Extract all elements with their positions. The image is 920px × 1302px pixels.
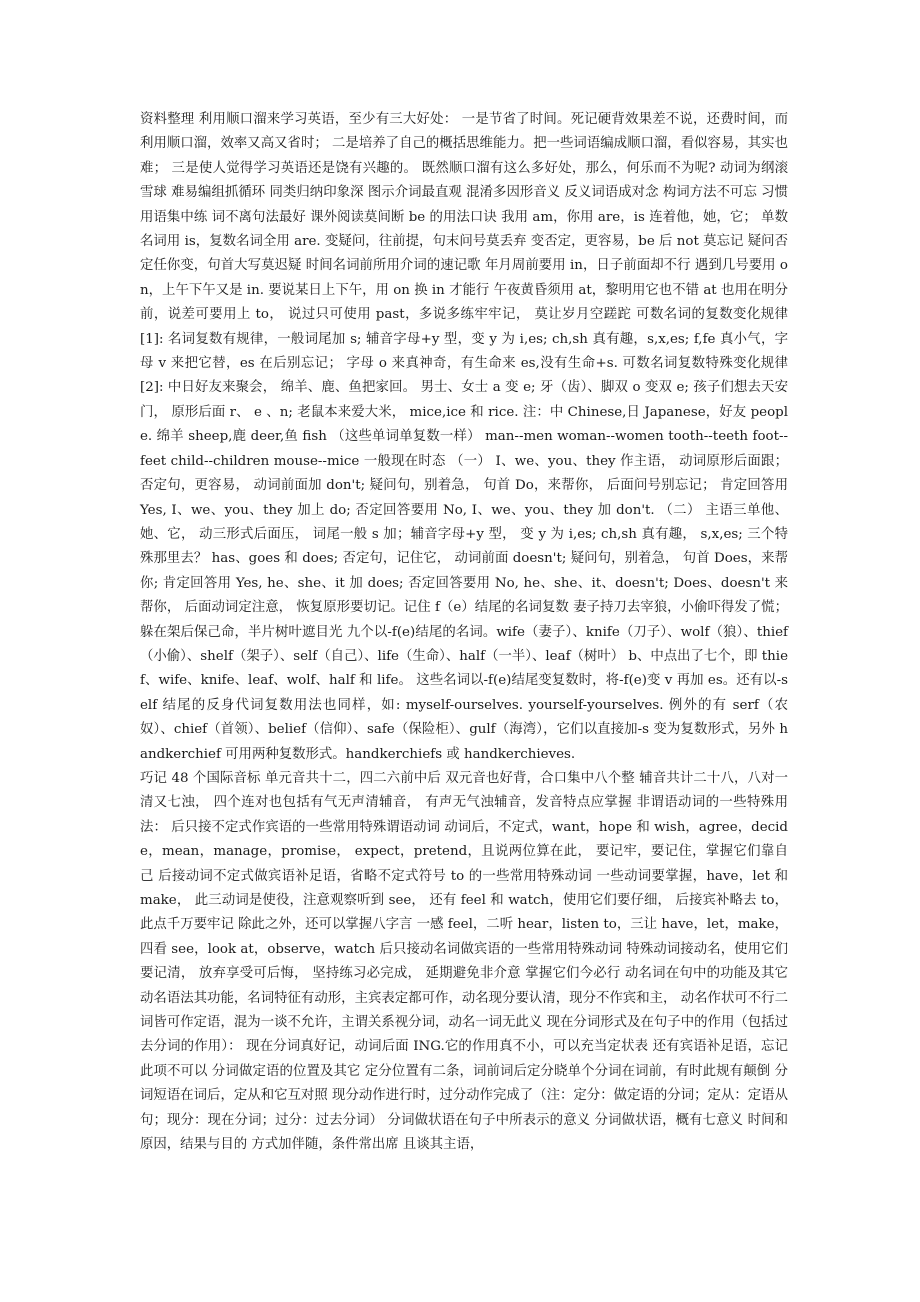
- paragraph-phonetics-nonfinite: 巧记 48 个国际音标 单元音共十二，四二六前中后 双元音也好背，合口集中八个整 辅音共计二十八，八对一清又七浊， 四个连对也包括有气无声清辅音， 有声无气浊辅音，发音特点应掌握 非谓语动词的一些特殊用法： 后只接不定式作宾语的一些常用特殊谓语动词 动词后，不定式，want，hope 和 wish，agree，decide，mean，manage，promise， expect，pretend，且说两位算在此， 要记牢，要记住，掌握它们靠自己 后接动词不定式做宾语补足语，省略不定式符号 to 的一些常用特殊动词 一些动词要掌握，have，let 和 make， 此三动词是使役，注意观察听到 see， 还有 feel 和 watch，使用它们要仔细， 后接宾补略去 to，此点千万要牢记 除此之外，还可以掌握八字言 一感 feel，二听 hear，listen to，三让 have，let，make，四看 see，look at，observe，watch 后只接动名词做宾语的一些常用特殊动词 特殊动词接动名，使用它们要记清， 放弃享受可后悔， 坚持练习必完成， 延期避免非介意 掌握它们今必行 动名词在句中的功能及其它 动名语法其功能，名词特征有动形，主宾表定都可作，动名现分要认清，现分不作宾和主， 动名作状可不行二词皆可作定语，混为一谈不允许，主谓关系视分词，动名一词无此义 现在分词形式及在句子中的作用（包括过去分词的作用）： 现在分词真好记，动词后面 ING.它的作用真不小，可以充当定状表 还有宾语补足语，忘记此项不可以 分词做定语的位置及其它 定分位置有二条，词前词后定分晓单个分词在词前，有时此规有颠倒 分词短语在词后，定从和它互对照 现分动作进行时，过分动作完成了（注：定分：做定语的分词；定从：定语从句；现分：现在分词；过分：过去分词） 分词做状语在句子中所表示的意义 分词做状语，概有七意义 时间和原因，结果与目的 方式加伴随，条件常出席 且谈其主语，: [140, 770, 788, 1153]
- paragraph-rhymes-grammar: 资料整理 利用顺口溜来学习英语，至少有三大好处： 一是节省了时间。死记硬背效果差不说，还费时间，而利用顺口溜，效率又高又省时； 二是培养了自己的概括思维能力。把一些词语编成顺口溜，看似容易，其实也难； 三是使人觉得学习英语还是饶有兴趣的。 既然顺口溜有这么多好处，那么，何乐而不为呢? 动词为纲滚雪球 难易编组抓循环 同类归纳印象深 图示介词最直观 混淆多因形音义 反义词语成对念 构词方法不可忘 习惯用语集中练 词不离句法最好 课外阅读莫间断 be 的用法口诀 我用 am，你用 are，is 连着他，她，它； 单数名词用 is，复数名词全用 are. 变疑问，往前提，句末问号莫丢弃 变否定，更容易，be 后 not 莫忘记 疑问否定任你变，句首大写莫迟疑 时间名词前所用介词的速记歌 年月周前要用 in，日子前面却不行 遇到几号要用 on，上午下午又是 in. 要说某日上下午，用 on 换 in 才能行 午夜黄昏须用 at，黎明用它也不错 at 也用在明分前，说差可要用上 to， 说过只可使用 past，多说多练牢牢记， 莫让岁月空蹉跎 可数名词的复数变化规律[1]: 名词复数有规律，一般词尾加 s; 辅音字母+y 型，变 y 为 i,es; ch,sh 真有趣，s,x,es; f,fe 真小气，字母 v 来把它替，es 在后别忘记； 字母 o 来真神奇，有生命来 es,没有生命+s. 可数名词复数特殊变化规律[2]: 中日好友来聚会， 绵羊、鹿、鱼把家回。 男士、女士 a 变 e; 牙（齿）、脚双 o 变双 e; 孩子们想去天安门， 原形后面 r、 e 、n; 老鼠本来爱大米， mice,ice 和 rice. 注：中 Chinese,日 Japanese，好友 people. 绵羊 sheep,鹿 deer,鱼 fish （这些单词单复数一样） man--men woman--women tooth--teeth foot--feet child--children mouse--mice 一般现在时态 （一） I、we、you、they 作主语， 动词原形后面跟； 否定句，更容易， 动词前面加 don't; 疑问句，别着急， 句首 Do，来帮你， 后面问号别忘记； 肯定回答用 Yes, I、we、you、they 加上 do; 否定回答要用 No, I、we、you、they 加 don't. （二） 主语三单他、她、它， 动三形式后面压， 词尾一般 s 加；辅音字母+y 型， 变 y 为 i,es; ch,sh 真有趣， s,x,es; 三个特殊那里去？ has、goes 和 does; 否定句，记住它， 动词前面 doesn't; 疑问句，别着急， 句首 Does，来帮你; 肯定回答用 Yes, he、she、it 加 does; 否定回答要用 No, he、she、it、doesn't; Does、doesn't 来帮你， 后面动词定注意， 恢复原形要切记。记住 f（e）结尾的名词复数 妻子持刀去宰狼，小偷吓得发了慌；躲在架后保己命，半片树叶遮目光 九个以-f(e)结尾的名词。wife（妻子）、knife（刀子）、wolf（狼）、thief（小偷）、shelf（架子）、self（自己）、life（生命）、half（一半）、leaf（树叶） b、中点出了七个，即 thief、wife、knife、leaf、wolf、half 和 life。 这些名词以-f(e)结尾变复数时，将-f(e)变 v 再加 es。还有以-self 结尾的反身代词复数用法也同样，如: myself-ourselves. yourself-yourselves. 例外的有 serf（农奴）、chief（首领）、belief（信仰）、safe（保险柜）、gulf（海湾），它们以直接加-s 变为复数形式，另外 handkerchief 可用两种复数形式。handkerchiefs 或 handkerchieves.: [140, 112, 788, 762]
- document-page: [140, 108, 788, 1157]
